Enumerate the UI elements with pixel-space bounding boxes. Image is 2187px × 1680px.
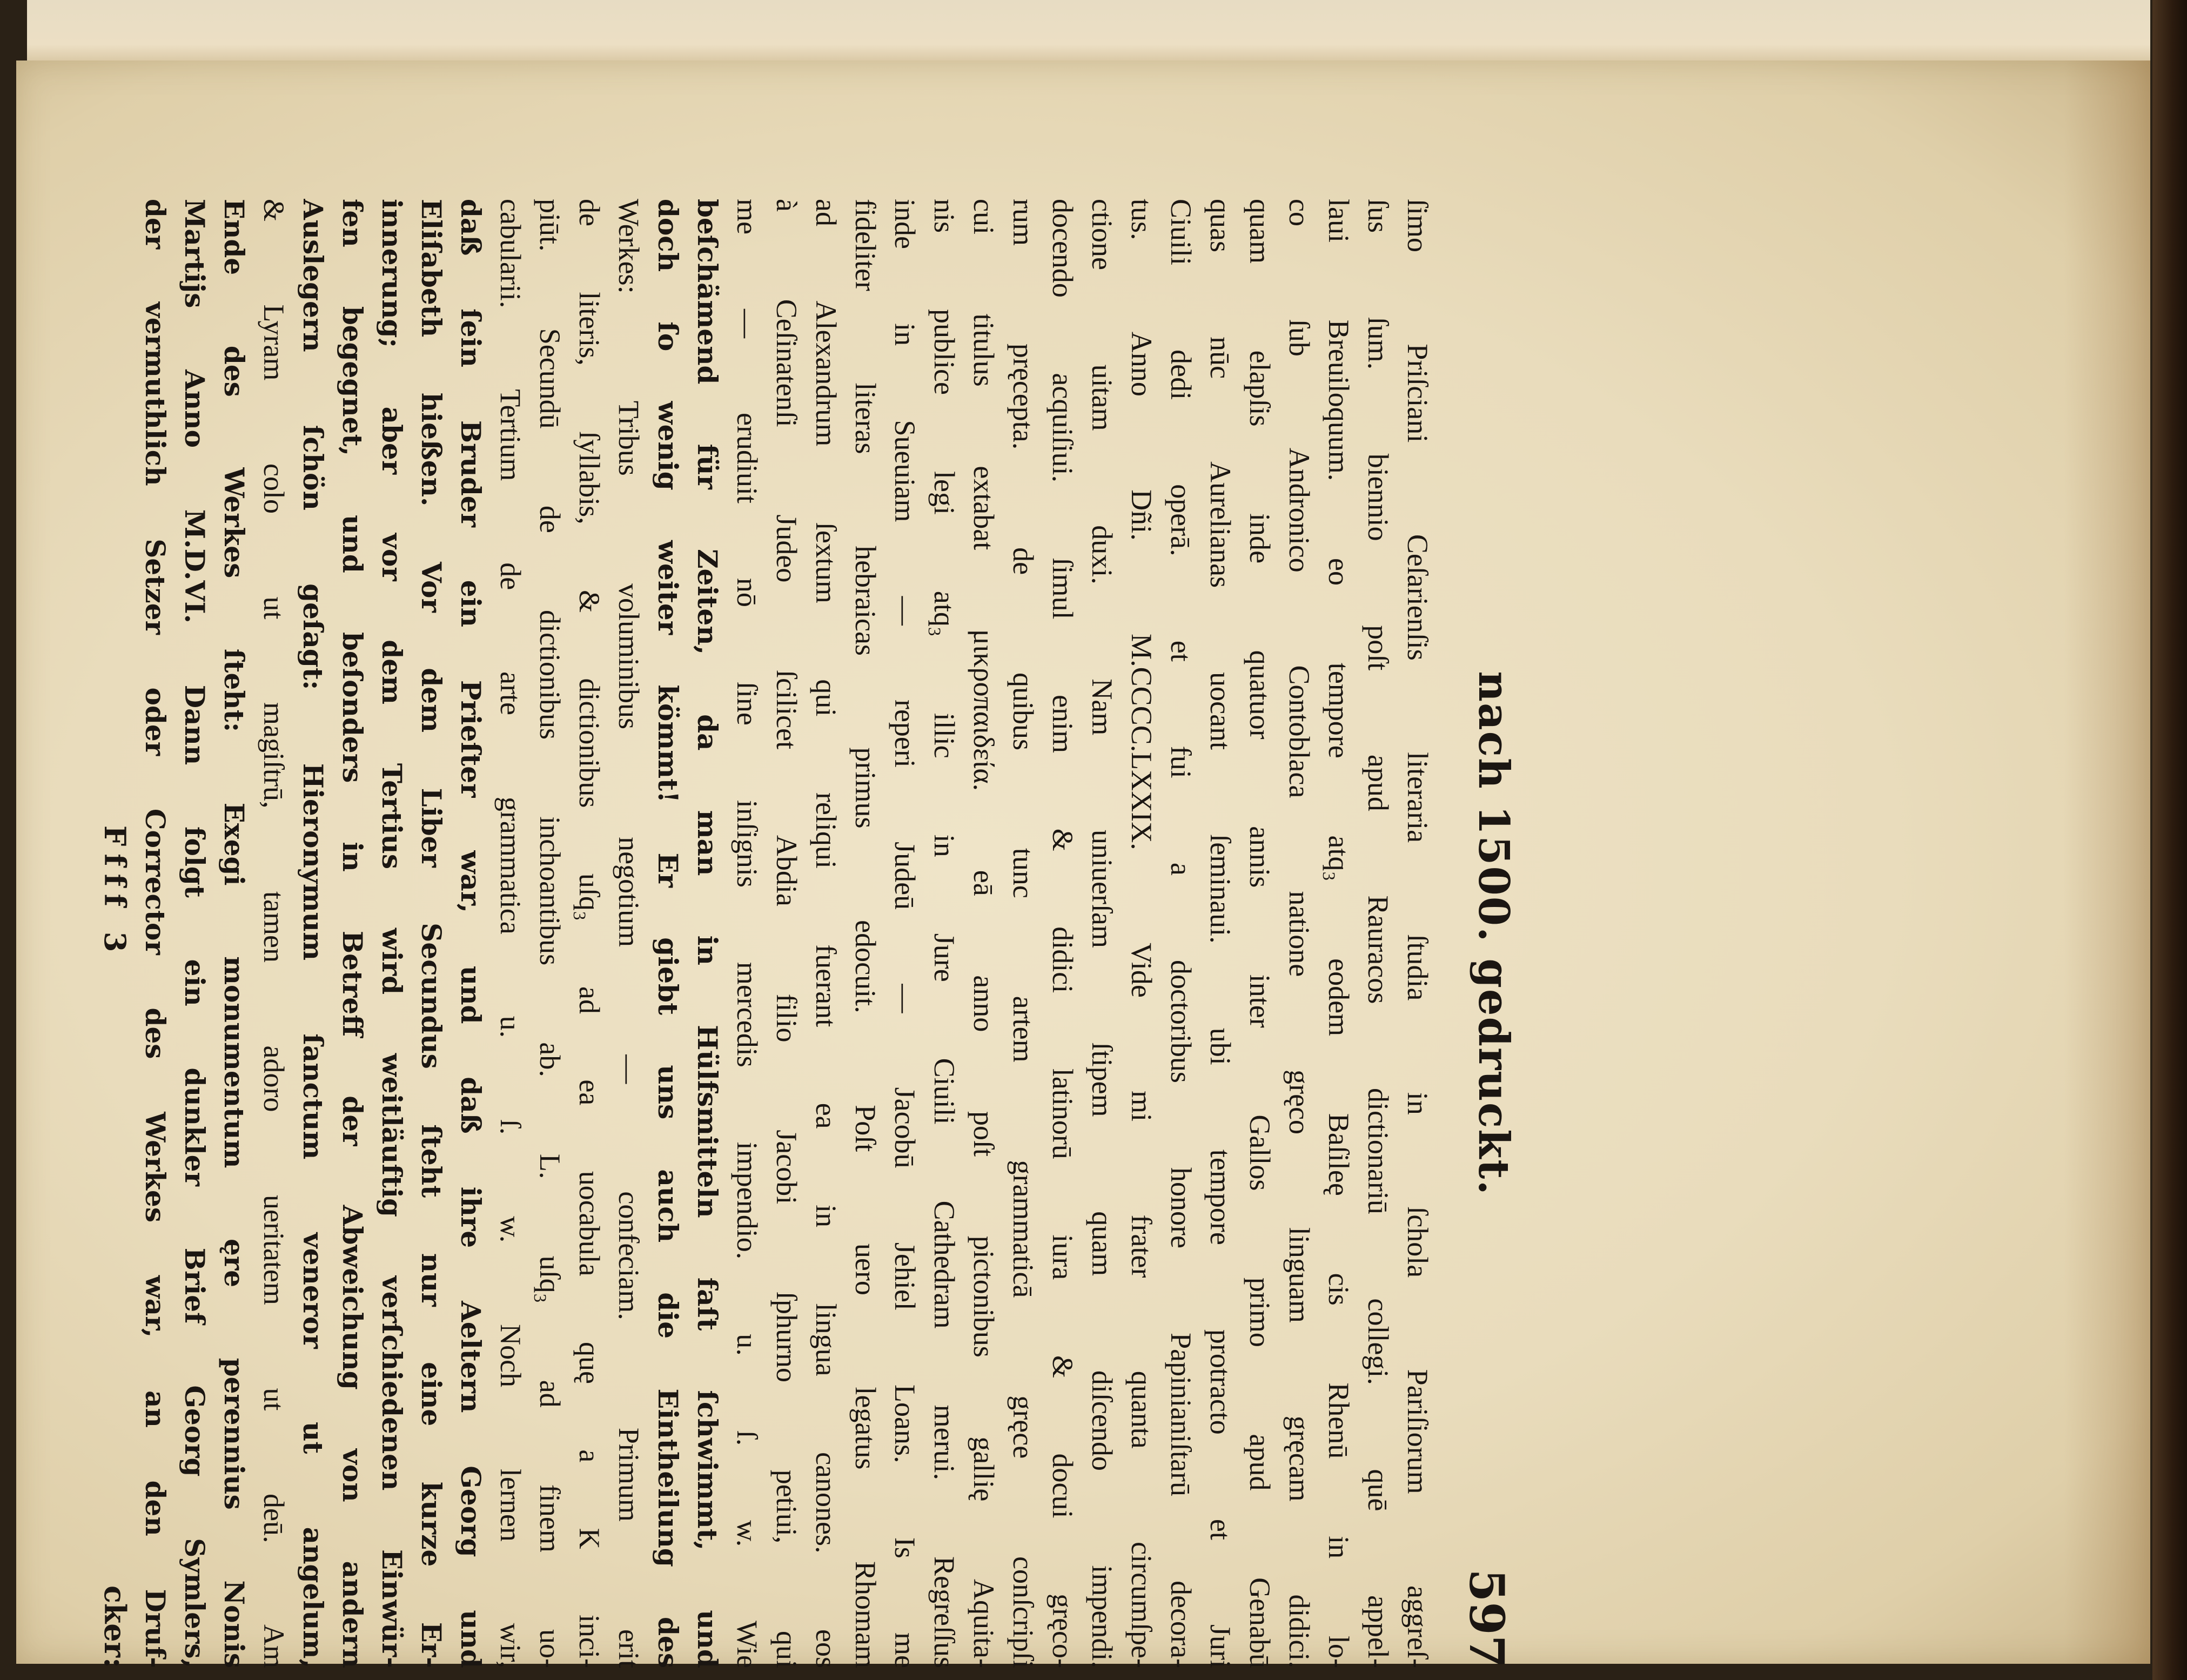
- text-line: cui titulus extabat μικροπαιδεία. eā anno poſt pictonibus gallię Aquita-: [968, 199, 1000, 1668]
- catchword: cker:: [98, 1585, 132, 1668]
- book-cover-edge: [2152, 0, 2187, 1680]
- page-gutter-shadow: [2064, 61, 2150, 1664]
- text-line: rum pręcepta. de quibus tunc artem grammaticā gręce conſcripſi: [1007, 199, 1039, 1668]
- text-line: fideliter literas hebraicas primus edocuit. Poſt uero legatus Rhomam: [849, 199, 882, 1668]
- text-line: me — erudiuit nō ſine inſignis mercedis impendio. u. ſ. w. Wie: [731, 199, 763, 1668]
- text-line: Ende des Werkes ſteht: Exegi monumentum ęre perennius Nonis: [218, 199, 250, 1668]
- text-line: Eliſabeth hießen. Vor dem Liber Secundus ſteht nur eine kurze Er-: [415, 199, 447, 1668]
- page-number: 597: [1459, 1569, 1515, 1668]
- signature-mark: Ffff 3: [98, 825, 132, 960]
- text-line: ſus ſum. biennio poſt apud Rauracos dictionariū collegi. quē appel-: [1362, 199, 1394, 1668]
- text-line: tus. Anno Dñi. M.CCCC.LXXIX. Vide mi frater quanta circumſpe-: [1125, 199, 1158, 1668]
- text-line: beſchämend für Zeiten, da man in Hülfsmitteln faſt ſchwimmt, und: [692, 199, 723, 1668]
- text-line: de literis, ſyllabis, & dictionibus uſq₃ ad ea uocabula quę a K inci-: [573, 199, 606, 1668]
- text-line: ad Alexandrum ſextum qui reliqui fuerant ea in lingua canones. eos: [810, 199, 842, 1668]
- text-line: piūt. Secundū de dictionibus inchoantibus ab. L. uſq₃ ad finem uo-: [534, 199, 566, 1668]
- text-line: Martijs Anno M.D.VI. Dann folgt ein dunkler Brief Georg Symlers,: [179, 199, 211, 1668]
- text-line: quam elapſis inde quatuor annis inter Gallos primo apud Genabū: [1244, 199, 1276, 1668]
- book-page: [16, 61, 2150, 1668]
- text-line: cabularii. Tertium de arte grammatica u. ſ. w. Noch lernen wir,: [494, 199, 527, 1668]
- text-line: quas nūc Aurelianas uocant ſeminaui. ubi tempore protracto et Juri: [1204, 199, 1237, 1668]
- text-line: nis publice legi atq₃ illic in Jure Ciuili Cathedram merui. Regreſſus: [928, 199, 961, 1668]
- text-line: fen begegnet, und beſonders in Betreff der Abweichung von andern: [337, 199, 368, 1668]
- text-line: à Ceſinatenſi Judeo ſcilicet Abdia filio Jacobi ſphurno petiui, qui: [770, 199, 803, 1668]
- text-line: doch ſo wenig weiter kömmt! Er giebt uns auch die Eintheilung des: [652, 199, 684, 1668]
- text-line: inde in Sueuiam — reperi Judeū — Jacobū Jehiel Loans. Is me: [889, 199, 921, 1668]
- text-line: innerung; aber vor dem Tertius wird weitläuftig verſchiedenen Einwür-: [376, 199, 408, 1668]
- text-line: Werkes: Tribus voluminibus negotium — confeciam. Primum erit: [613, 199, 645, 1668]
- rotated-text-block: [98, 199, 1518, 1668]
- text-line: der vermuthlich Setzer oder Corrector des Werkes war, an den Druf-: [139, 199, 171, 1668]
- running-head-title: nach 1500. gedruckt.: [1469, 671, 1518, 1196]
- text-line: Auslegern ſchön geſagt: Hieronymum ſanctum veneror ut angelum,: [297, 199, 329, 1668]
- text-line: docendo acquiſiui. ſimul enim & didici latinorū iura & docui gręco-: [1046, 199, 1079, 1668]
- text-line: ſimo Priſciani Ceſarienſis literaria ſtudia in ſchola Pariſiorum aggreſ-: [1401, 199, 1434, 1668]
- facing-page-edge: [27, 0, 2150, 65]
- text-line: Ciuili dedi operā. et fui a doctoribus honore Papinianiſtarū decora-: [1165, 199, 1197, 1668]
- running-header: [1437, 199, 1518, 1668]
- text-line: daß ſein Bruder ein Prieſter war, und daß ihre Aeltern Georg und: [455, 199, 487, 1668]
- body-text: [136, 199, 1437, 1668]
- text-line: co ſub Andronico Contoblaca natione gręco linguam gręcam didici.: [1283, 199, 1316, 1668]
- text-line: laui Breuiloquum. eo tempore atq₃ eodem Baſileę cis Rhenū in lo-: [1323, 199, 1355, 1668]
- text-line: & Lyram colo ut magiſtrū, tamen adoro ueritatem ut deū. Am: [258, 199, 290, 1668]
- text-line: ctione uitam duxi. Nam uniuerſam ſtipem quam diſcendo impendi.: [1086, 199, 1118, 1668]
- footer-line: [92, 199, 136, 1668]
